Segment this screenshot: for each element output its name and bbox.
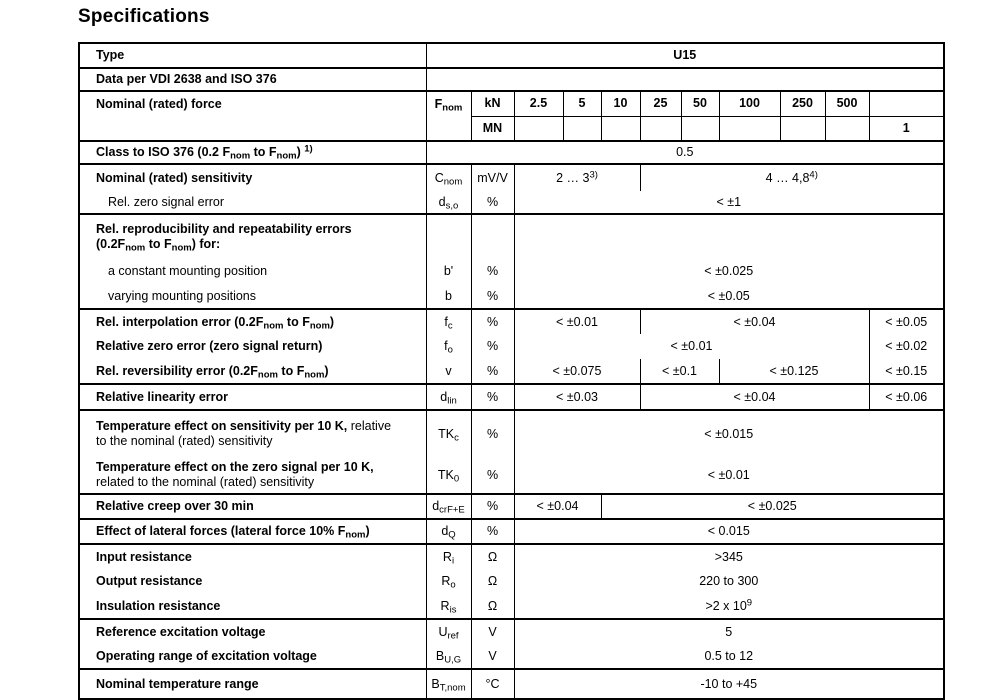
output-resistance-symbol: $R_o$ <box>426 569 471 594</box>
tk-0-symbol: $TK_0$ <box>426 457 471 494</box>
force-unit-kn: kN <box>471 91 514 116</box>
force-mn-5 <box>719 116 780 141</box>
linearity-symbol: $d_{lin}$ <box>426 384 471 410</box>
tk-c-symbol: $TK_c$ <box>426 410 471 457</box>
repro-header-label: Rel. reproducibility and repeatability errors ($0.2F_{nom}$ to $F_{nom}$) for: <box>79 214 426 258</box>
repro-varying-value: < ±0.05 <box>514 284 944 309</box>
lateral-value: < 0.015 <box>514 519 944 544</box>
reversibility-value-2: < ±0.1 <box>640 359 719 384</box>
force-mn-3 <box>640 116 681 141</box>
repro-header-unit-empty <box>471 214 514 258</box>
input-resistance-label: Input resistance <box>79 544 426 569</box>
creep-label: Relative creep over 30 min <box>79 494 426 519</box>
lateral-label: Effect of lateral forces (lateral force 10% $F_{nom}$) <box>79 519 426 544</box>
repro-constant-label: a constant mounting position <box>79 258 426 284</box>
reference-voltage-unit: V <box>471 619 514 644</box>
row-insulation-resistance <box>79 594 944 619</box>
reversibility-symbol: v <box>426 359 471 384</box>
vdi-label: Data per VDI 2638 and ISO 376 <box>79 68 426 91</box>
zero-signal-unit: % <box>471 191 514 214</box>
repro-varying-label: varying mounting positions <box>79 284 426 309</box>
force-symbol: $F_{nom}$ <box>426 91 471 141</box>
row-repro-varying <box>79 284 944 309</box>
row-reference-voltage <box>79 619 944 644</box>
reversibility-unit: % <box>471 359 514 384</box>
reference-voltage-label: Reference excitation voltage <box>79 619 426 644</box>
vdi-value-empty <box>426 68 944 91</box>
row-tk-c <box>79 410 944 457</box>
row-vdi <box>79 68 944 91</box>
interpolation-unit: % <box>471 309 514 334</box>
tk-0-label: Temperature effect on the zero signal per 10 K, related to the nominal (rated) sensitivity <box>79 457 426 494</box>
type-label: Type <box>79 43 426 68</box>
repro-constant-value: < ±0.025 <box>514 258 944 284</box>
sensitivity-value-low: 2 … 3$^{3)}$ <box>514 164 640 191</box>
force-mn-1 <box>563 116 601 141</box>
row-output-resistance <box>79 569 944 594</box>
force-kn-5: 100 <box>719 91 780 116</box>
row-reversibility <box>79 359 944 384</box>
linearity-unit: % <box>471 384 514 410</box>
output-resistance-value: 220 to 300 <box>514 569 944 594</box>
force-kn-8 <box>869 91 944 116</box>
force-mn-4 <box>681 116 719 141</box>
page-title: Specifications <box>78 6 210 27</box>
row-zero-signal <box>79 191 944 214</box>
creep-value-high: < ±0.025 <box>601 494 944 519</box>
tk-c-value: < ±0.015 <box>514 410 944 457</box>
repro-header-value-empty <box>514 214 944 258</box>
repro-constant-symbol: b' <box>426 258 471 284</box>
row-zero-error <box>79 334 944 359</box>
excitation-range-label: Operating range of excitation voltage <box>79 644 426 669</box>
tk-c-label: Temperature effect on sensitivity per 10 K, relative to the nominal (rated) sensitivity <box>79 410 426 457</box>
linearity-value-low: < ±0.03 <box>514 384 640 410</box>
zero-error-symbol: $f_o$ <box>426 334 471 359</box>
insulation-resistance-label: Insulation resistance <box>79 594 426 619</box>
tk-0-value: < ±0.01 <box>514 457 944 494</box>
interpolation-symbol: $f_c$ <box>426 309 471 334</box>
tk-0-unit: % <box>471 457 514 494</box>
creep-unit: % <box>471 494 514 519</box>
output-resistance-label: Output resistance <box>79 569 426 594</box>
row-type <box>79 43 944 68</box>
excitation-range-symbol: $B_{U,G}$ <box>426 644 471 669</box>
tk-c-unit: % <box>471 410 514 457</box>
sensitivity-unit: mV/V <box>471 164 514 191</box>
force-kn-3: 25 <box>640 91 681 116</box>
row-sensitivity <box>79 164 944 191</box>
force-mn-8: 1 <box>869 116 944 141</box>
temperature-range-unit: °C <box>471 669 514 699</box>
force-kn-0: 2.5 <box>514 91 563 116</box>
linearity-value-high: < ±0.06 <box>869 384 944 410</box>
creep-value-low: < ±0.04 <box>514 494 601 519</box>
class-iso-label: Class to ISO 376 (0.2 $F_{nom}$ to $F_{nom}$) $^{1)}$ <box>79 141 426 164</box>
sensitivity-label: Nominal (rated) sensitivity <box>79 164 426 191</box>
zero-signal-value: < ±1 <box>514 191 944 214</box>
insulation-resistance-unit: Ω <box>471 594 514 619</box>
repro-varying-unit: % <box>471 284 514 309</box>
lateral-unit: % <box>471 519 514 544</box>
zero-error-unit: % <box>471 334 514 359</box>
input-resistance-symbol: $R_i$ <box>426 544 471 569</box>
sensitivity-symbol: $C_{nom}$ <box>426 164 471 191</box>
sensitivity-value-high: 4 … 4,8$^{4)}$ <box>640 164 944 191</box>
reference-voltage-symbol: $U_{ref}$ <box>426 619 471 644</box>
excitation-range-value: 0.5 to 12 <box>514 644 944 669</box>
interpolation-value-high: < ±0.05 <box>869 309 944 334</box>
reversibility-value-1: < ±0.075 <box>514 359 640 384</box>
temperature-range-symbol: $B_{T,nom}$ <box>426 669 471 699</box>
row-class-iso <box>79 141 944 164</box>
row-input-resistance <box>79 544 944 569</box>
zero-signal-label: Rel. zero signal error <box>79 191 426 214</box>
interpolation-label: Rel. interpolation error ($0.2F_{nom}$ to $F_{nom}$) <box>79 309 426 334</box>
force-kn-6: 250 <box>780 91 825 116</box>
linearity-label: Relative linearity error <box>79 384 426 410</box>
type-value: U15 <box>426 43 944 68</box>
interpolation-value-mid: < ±0.04 <box>640 309 869 334</box>
force-unit-mn: MN <box>471 116 514 141</box>
row-excitation-range <box>79 644 944 669</box>
row-lateral <box>79 519 944 544</box>
reversibility-value-3: < ±0.125 <box>719 359 869 384</box>
class-iso-value: 0.5 <box>426 141 944 164</box>
force-mn-2 <box>601 116 640 141</box>
row-linearity <box>79 384 944 410</box>
force-mn-7 <box>825 116 869 141</box>
force-kn-7: 500 <box>825 91 869 116</box>
row-force-kn <box>79 91 944 116</box>
row-temperature-range-partial <box>79 669 944 699</box>
zero-error-value-low: < ±0.01 <box>514 334 869 359</box>
reversibility-label: Rel. reversibility error ($0.2F_{nom}$ to $F_{nom}$) <box>79 359 426 384</box>
insulation-resistance-value: >2 x $10^9$ <box>514 594 944 619</box>
reference-voltage-value: 5 <box>514 619 944 644</box>
creep-symbol: $d_{crF+E}$ <box>426 494 471 519</box>
row-creep <box>79 494 944 519</box>
repro-constant-unit: % <box>471 258 514 284</box>
input-resistance-unit: Ω <box>471 544 514 569</box>
row-tk-0 <box>79 457 944 494</box>
zero-signal-symbol: $d_{s,o}$ <box>426 191 471 214</box>
force-kn-1: 5 <box>563 91 601 116</box>
lateral-symbol: $d_Q$ <box>426 519 471 544</box>
output-resistance-unit: Ω <box>471 569 514 594</box>
force-mn-0 <box>514 116 563 141</box>
zero-error-value-high: < ±0.02 <box>869 334 944 359</box>
repro-varying-symbol: b <box>426 284 471 309</box>
reversibility-value-4: < ±0.15 <box>869 359 944 384</box>
zero-error-label: Relative zero error (zero signal return) <box>79 334 426 359</box>
row-interpolation <box>79 309 944 334</box>
linearity-value-mid: < ±0.04 <box>640 384 869 410</box>
force-kn-2: 10 <box>601 91 640 116</box>
force-mn-6 <box>780 116 825 141</box>
force-kn-4: 50 <box>681 91 719 116</box>
specifications-table <box>78 42 945 700</box>
interpolation-value-low: < ±0.01 <box>514 309 640 334</box>
excitation-range-unit: V <box>471 644 514 669</box>
force-label: Nominal (rated) force <box>79 91 426 141</box>
temperature-range-label: Nominal temperature range <box>79 669 426 699</box>
row-repro-header <box>79 214 944 258</box>
temperature-range-value: -10 to +45 <box>514 669 944 699</box>
row-repro-constant <box>79 258 944 284</box>
repro-header-symbol-empty <box>426 214 471 258</box>
insulation-resistance-symbol: $R_{is}$ <box>426 594 471 619</box>
input-resistance-value: >345 <box>514 544 944 569</box>
